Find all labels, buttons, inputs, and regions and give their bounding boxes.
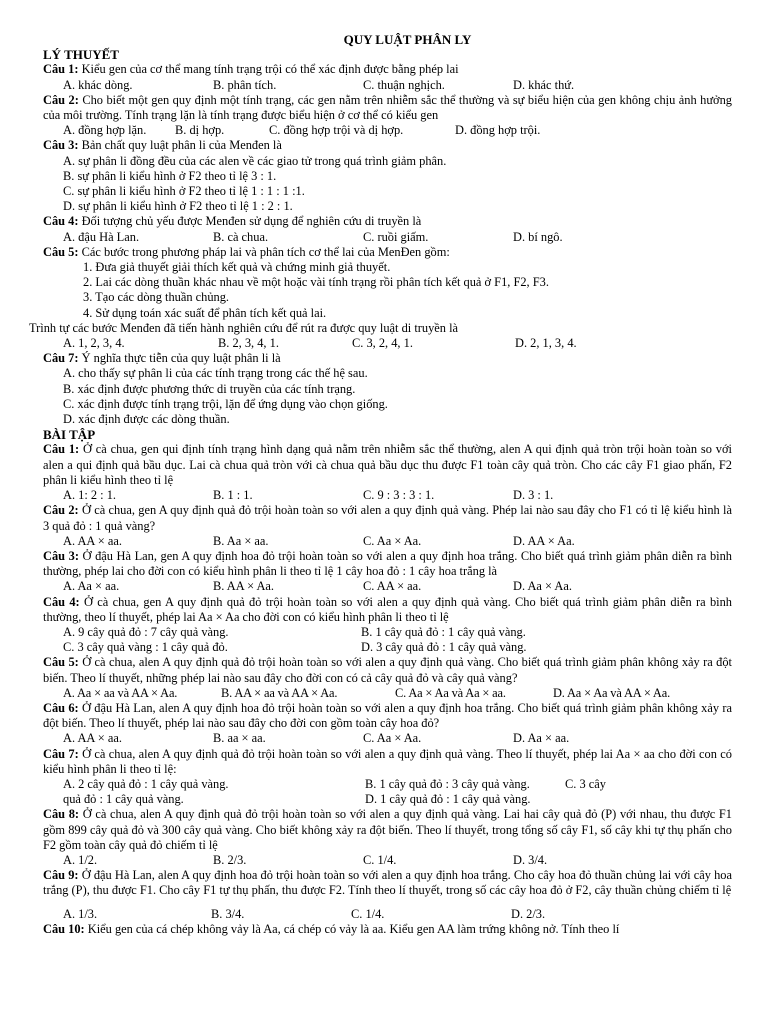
answer-options bbox=[43, 640, 732, 655]
option-a: A. AA × aa. bbox=[63, 533, 122, 548]
question-text bbox=[43, 351, 732, 366]
option-c: C. ruồi giấm. bbox=[363, 229, 429, 244]
answer-options bbox=[43, 777, 732, 792]
option-c: C. 3 cây quả vàng : 1 cây quả đỏ. bbox=[63, 640, 228, 655]
question-text bbox=[43, 868, 732, 898]
option-b: B. cà chua. bbox=[213, 229, 269, 244]
question-body: Ở cà chua, alen A quy định quả đỏ trội hoàn toàn so với alen a quy định quả vàng. Cho biết quá trình giảm phân không xảy ra đột biến. Theo lí thuyết, những phép lai nào sau đây cho đời con có cả cây quả đỏ và cây quả vàng? bbox=[43, 655, 732, 685]
option-a: A. đậu Hà Lan. bbox=[63, 229, 140, 244]
option-a: A. 1/3. bbox=[63, 906, 98, 921]
question-text bbox=[43, 93, 732, 123]
question-number: Câu 7: bbox=[43, 746, 79, 761]
step-item: 1. Đưa giả thuyết giải thích kết quả và chứng minh giả thuyết. bbox=[83, 260, 391, 275]
question-body: Kiểu gen của cá chép không vảy là Aa, cá chép có vảy là aa. Kiểu gen AA làm trứng không nở. Tính theo lí bbox=[87, 921, 620, 936]
question-number: Câu 7: bbox=[43, 351, 79, 366]
answer-options bbox=[43, 230, 732, 245]
option-d: D. 2/3. bbox=[511, 906, 546, 921]
answer-options bbox=[43, 336, 732, 351]
answer-options bbox=[43, 907, 732, 922]
option-a: A. 1, 2, 3, 4. bbox=[63, 336, 125, 351]
option-b: B. 1 : 1. bbox=[213, 488, 253, 503]
question-body: Ở đậu Hà Lan, alen A quy định hoa đỏ trội hoàn toàn so với alen a quy định hoa trắng. Cho biết quá trình giảm phân không xảy ra đột biến. Theo lí thuyết, phép lai nào sau đây cho đời con gồm toàn cây hoa đỏ? bbox=[43, 700, 732, 731]
option-d: D. Aa × aa. bbox=[513, 731, 570, 746]
answer-options bbox=[43, 579, 732, 594]
option-a: A. 9 cây quả đỏ : 7 cây quả vàng. bbox=[63, 624, 229, 639]
option-b: B. 1 cây quả đỏ : 3 cây quả vàng. bbox=[365, 776, 530, 791]
section-heading-exercises: BÀI TẬP bbox=[43, 427, 96, 443]
step-item: 4. Sử dụng toán xác suất để phân tích kết quả lai. bbox=[83, 305, 327, 320]
question-number: Câu 4: bbox=[43, 594, 80, 609]
question-text bbox=[43, 549, 732, 579]
question-text bbox=[43, 214, 732, 229]
option-c: C. Aa × Aa và Aa × aa. bbox=[395, 685, 506, 700]
question-number: Câu 6: bbox=[43, 700, 79, 715]
answer-options bbox=[43, 534, 732, 549]
question-number: Câu 3: bbox=[43, 548, 79, 563]
option-a: A. cho thấy sự phân li của các tính trạng trong các thế hệ sau. bbox=[63, 366, 368, 381]
option-a: A. 1: 2 : 1. bbox=[63, 488, 117, 503]
page-title: QUY LUẬT PHÂN LY bbox=[343, 32, 472, 47]
option-d: D. đồng hợp trội. bbox=[455, 123, 541, 138]
option-a: A. AA × aa. bbox=[63, 731, 122, 746]
answer-options bbox=[43, 625, 732, 640]
question-text bbox=[43, 245, 732, 260]
option-d: D. xác định được các dòng thuần. bbox=[63, 412, 230, 427]
question-body: Ở cà chua, alen A quy định quả đỏ trội hoàn toàn so với alen a quy định quả vàng. Theo lí thuyết, phép lai Aa × aa cho đời con có kiểu hình phân li theo tỉ lệ: bbox=[43, 746, 732, 776]
option-c: C. thuận nghịch. bbox=[363, 77, 445, 92]
answer-options bbox=[43, 686, 732, 701]
option-d: D. Aa × Aa. bbox=[513, 579, 572, 594]
option-a: A. 1/2. bbox=[63, 852, 98, 867]
option-c: C. Aa × Aa. bbox=[363, 731, 422, 746]
option-d: D. 3 cây quả đỏ : 1 cây quả vàng. bbox=[361, 640, 527, 655]
option-c: C. đồng hợp trội và dị hợp. bbox=[269, 123, 404, 138]
option-c: C. sự phân li kiểu hình ở F2 theo tỉ lệ 1 : 1 : 1 :1. bbox=[63, 184, 305, 199]
option-d: D. 3 : 1. bbox=[513, 488, 554, 503]
question-body: Ở cà chua, gen A quy định quả đỏ trội hoàn toàn so với alen a quy định quả vàng. Cho biết quá trình giảm phân diễn ra bình thường, theo lí thuyết, phép lai Aa × Aa cho đời con có kiểu hình phân li theo tỉ lệ bbox=[43, 594, 732, 624]
option-d: D. khác thứ. bbox=[513, 77, 575, 92]
question-body: Cho biết một gen quy định một tính trạng, các gen nằm trên nhiễm sắc thể thường và sự biểu hiện của gen không chịu ảnh hưởng của môi trường. Tính trạng lặn là tính trạng được biểu hiện ở cơ thể có kiểu gen bbox=[43, 92, 732, 123]
question-number: Câu 3: bbox=[43, 138, 79, 153]
question-number: Câu 9: bbox=[43, 868, 79, 883]
option-c: C. 1/4. bbox=[351, 906, 385, 921]
question-number: Câu 1: bbox=[43, 62, 79, 77]
question-text bbox=[43, 655, 732, 685]
question-text bbox=[43, 807, 732, 853]
question-body: Ở đậu Hà Lan, alen A quy định hoa đỏ trội hoàn toàn so với alen a quy định hoa trắng. Cho cây hoa đỏ thuần chủng lai với cây hoa trắng (P), thu được F1. Cho cây F1 tự thụ phấn, thu được F2. Tính theo lí thuyết, trong số các cây hoa đỏ ở F2, cây thuần chủng chiếm tỉ lệ bbox=[43, 868, 732, 898]
answer-options bbox=[43, 792, 732, 807]
step-item: 3. Tạo các dòng thuần chủng. bbox=[83, 290, 230, 305]
question-body: Ở cà chua, alen A quy định quả đỏ trội hoàn toàn so với alen a quy định quả vàng. Lai hai cây quả đỏ (P) với nhau, thu được F1 gồm 899 cây quả đỏ và 300 cây quả vàng. Cho biết không xảy ra đột biến. Theo lí thuyết, trong tổng số cây F1, số cây khi tự thụ phấn cho F2 gồm toàn cây quả đỏ chiếm tỉ lệ bbox=[43, 807, 732, 852]
question-text bbox=[43, 503, 732, 533]
question-number: Câu 5: bbox=[43, 244, 79, 259]
question-number: Câu 8: bbox=[43, 807, 80, 822]
question-number: Câu 2: bbox=[43, 503, 79, 518]
answer-options bbox=[43, 488, 732, 503]
question-stem: Trình tự các bước Menđen đã tiến hành nghiên cứu để rút ra được quy luật di truyền là bbox=[29, 320, 459, 335]
option-d: D. bí ngô. bbox=[513, 229, 563, 244]
option-b: B. phân tích. bbox=[213, 77, 277, 92]
option-a: A. đồng hợp lặn. bbox=[63, 123, 147, 138]
option-c-continued: quả đỏ : 1 cây quả vàng. bbox=[63, 792, 184, 807]
option-c: C. 9 : 3 : 3 : 1. bbox=[363, 488, 435, 503]
question-body: Ở cà chua, gen A quy định quả đỏ trội hoàn toàn so với alen a quy định quả vàng. Phép lai nào sau đây cho F1 có tỉ lệ kiểu hình là 3 quả đỏ : 1 quả vàng? bbox=[43, 503, 732, 533]
option-d: D. AA × Aa. bbox=[513, 533, 575, 548]
option-b: B. AA × aa và AA × Aa. bbox=[221, 685, 338, 700]
option-b: B. 2, 3, 4, 1. bbox=[218, 336, 279, 351]
option-c: C. Aa × Aa. bbox=[363, 533, 422, 548]
option-d: D. 3/4. bbox=[513, 852, 548, 867]
question-text bbox=[43, 138, 732, 153]
option-a: A. 2 cây quả đỏ : 1 cây quả vàng. bbox=[63, 776, 229, 791]
answer-options bbox=[43, 853, 732, 868]
question-body: Kiểu gen của cơ thể mang tính trạng trội có thể xác định được bằng phép lai bbox=[81, 62, 459, 77]
question-text bbox=[43, 442, 732, 488]
option-c: C. 1/4. bbox=[363, 852, 397, 867]
option-a: A. khác dòng. bbox=[63, 77, 133, 92]
question-text bbox=[43, 62, 732, 77]
option-b: B. Aa × aa. bbox=[213, 533, 269, 548]
question-body: Đối tượng chủ yếu được Menđen sử dụng để nghiên cứu di truyền là bbox=[81, 214, 422, 229]
option-c: C. 3, 2, 4, 1. bbox=[352, 336, 413, 351]
option-a: A. Aa × aa. bbox=[63, 579, 120, 594]
question-text bbox=[43, 595, 732, 625]
question-number: Câu 10: bbox=[43, 921, 85, 936]
question-body: Bản chất quy luật phân li của Menđen là bbox=[81, 138, 282, 153]
step-item: 2. Lai các dòng thuần khác nhau về một hoặc vài tính trạng rồi phân tích kết quả ở F1, F2, F3. bbox=[83, 275, 549, 290]
option-c: C. AA × aa. bbox=[363, 579, 422, 594]
option-b: B. 2/3. bbox=[213, 852, 247, 867]
option-d: D. 1 cây quả đỏ : 1 cây quả vàng. bbox=[365, 792, 531, 807]
question-text bbox=[43, 922, 732, 937]
question-number: Câu 5: bbox=[43, 655, 79, 670]
option-d: D. sự phân li kiểu hình ở F2 theo tỉ lệ 1 : 2 : 1. bbox=[63, 199, 293, 214]
question-number: Câu 2: bbox=[43, 92, 79, 107]
option-b: B. AA × Aa. bbox=[213, 579, 275, 594]
question-body: Ý nghĩa thực tiễn của quy luật phân li là bbox=[81, 351, 281, 366]
question-text bbox=[43, 701, 732, 731]
question-number: Câu 4: bbox=[43, 214, 79, 229]
option-a: A. sự phân li đồng đều của các alen về các giao tử trong quá trình giảm phân. bbox=[63, 153, 447, 168]
option-d: D. Aa × Aa và AA × Aa. bbox=[553, 685, 671, 700]
option-c: C. 3 cây bbox=[565, 776, 606, 791]
option-d: D. 2, 1, 3, 4. bbox=[515, 336, 577, 351]
option-b: B. sự phân li kiểu hình ở F2 theo tỉ lệ 3 : 1. bbox=[63, 168, 277, 183]
option-b: B. 1 cây quả đỏ : 1 cây quả vàng. bbox=[361, 624, 526, 639]
option-b: B. aa × aa. bbox=[213, 731, 266, 746]
answer-options bbox=[43, 123, 732, 138]
question-body: Ở cà chua, gen qui định tính trạng hình dạng quả nằm trên nhiễm sắc thể thường, alen A qui định quả tròn trội hoàn toàn so với alen a qui định quả bầu dục. Lai cà chua quả tròn với cà chua quả bầu dục thu được F1 toàn cây quả tròn. Cho các cây F1 giao phấn, F2 phân li kiểu hình theo tỉ lệ bbox=[43, 442, 732, 487]
option-b: B. dị hợp. bbox=[175, 123, 225, 138]
question-number: Câu 1: bbox=[43, 442, 80, 457]
question-body: Các bước trong phương pháp lai và phân tích cơ thể lai của MenĐen gồm: bbox=[81, 244, 450, 259]
option-b: B. 3/4. bbox=[211, 906, 245, 921]
option-c: C. xác định được tính trạng trội, lặn để ứng dụng vào chọn giống. bbox=[63, 396, 388, 411]
section-heading-theory: LÝ THUYẾT bbox=[43, 47, 119, 63]
question-text bbox=[43, 747, 732, 777]
question-body: Ở đậu Hà Lan, gen A quy định hoa đỏ trội hoàn toàn so với alen a quy định hoa trắng. Cho biết quá trình giảm phân diễn ra bình thường, phép lai cho đời con có kiểu hình phân li theo tỉ lệ 1 cây hoa đỏ : 1 cây hoa trắng là bbox=[43, 548, 732, 579]
answer-options bbox=[43, 78, 732, 93]
option-a: A. Aa × aa và AA × Aa. bbox=[63, 685, 178, 700]
answer-options bbox=[43, 731, 732, 746]
option-b: B. xác định được phương thức di truyền của các tính trạng. bbox=[63, 381, 356, 396]
